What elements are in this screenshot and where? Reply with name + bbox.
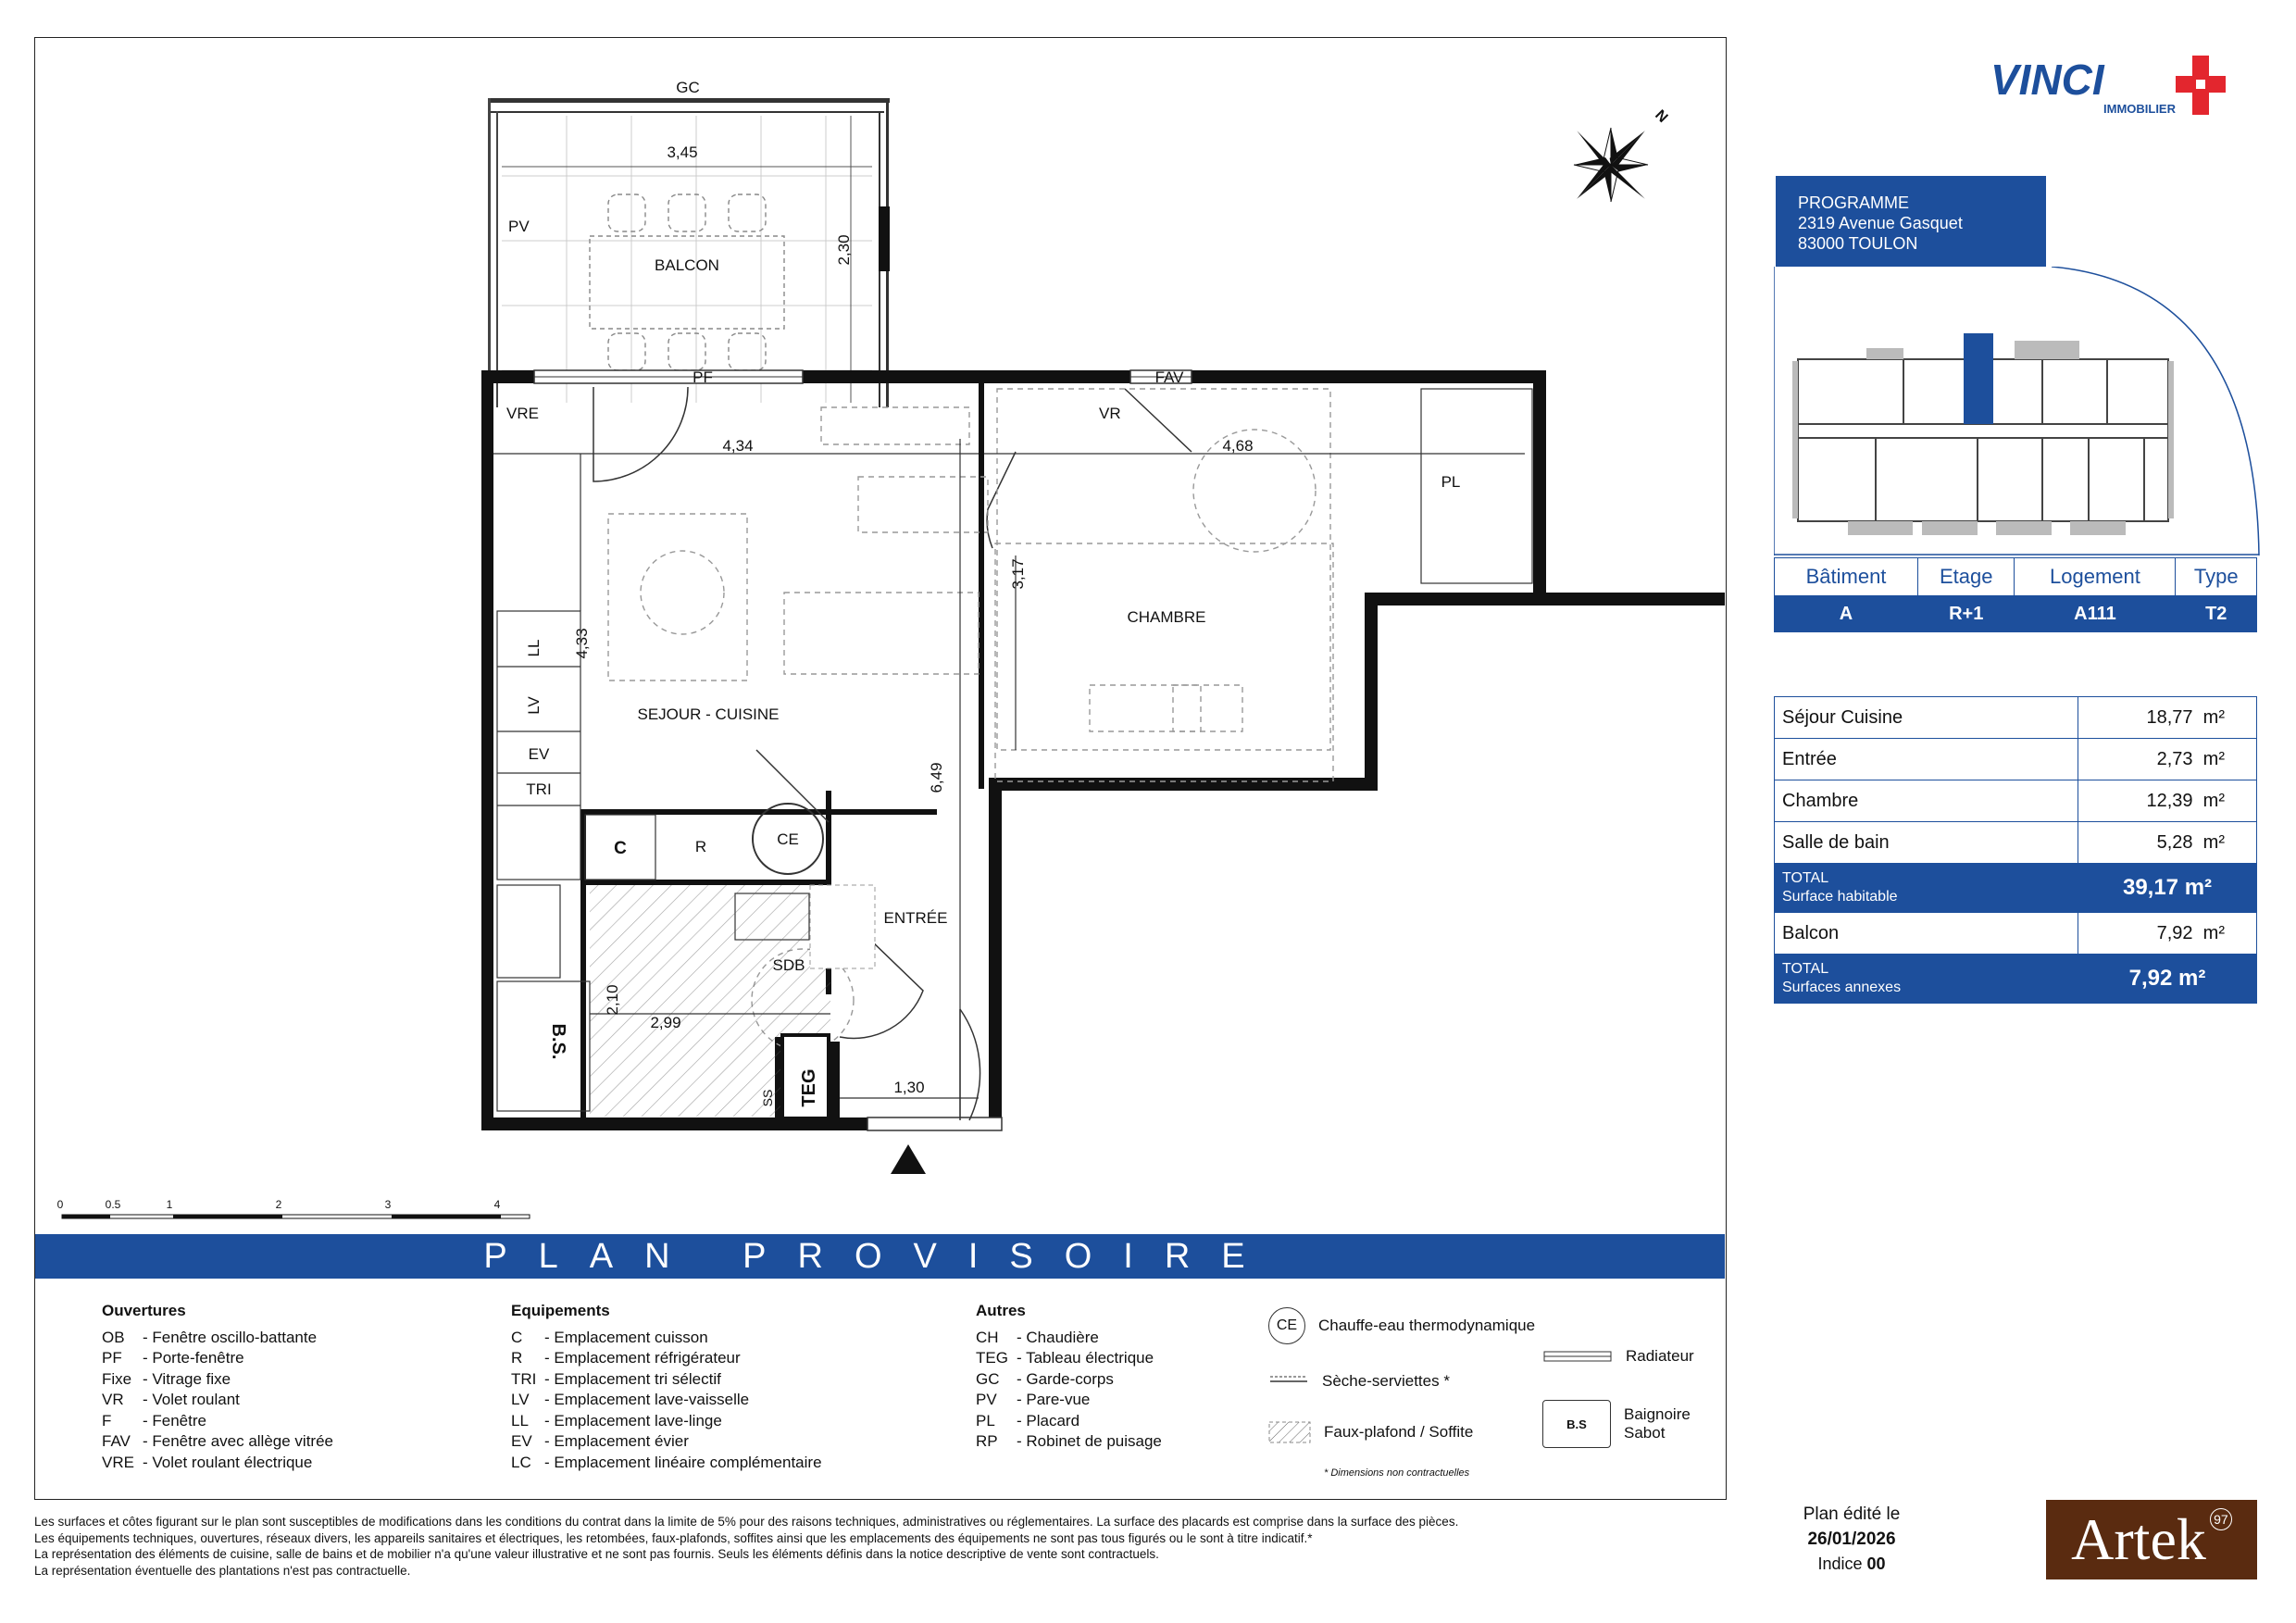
legend-title: Autres xyxy=(976,1302,1026,1319)
dim-433: 4,33 xyxy=(573,628,591,659)
legend-item: FAV - Fenêtre avec allège vitrée xyxy=(102,1432,333,1450)
legend-title: Equipements xyxy=(511,1302,610,1319)
area-row xyxy=(1775,913,2257,955)
info-value: A111 xyxy=(2015,596,2176,632)
footnote-line: La représentation éventuelle des plantations n'est pas contractuelle. xyxy=(34,1563,411,1578)
legend-item: VRE - Volet roulant électrique xyxy=(102,1453,313,1471)
legend-faux-label: Faux-plafond / Soffite xyxy=(1324,1423,1474,1441)
legend-item: LV - Emplacement lave-vaisselle xyxy=(511,1391,750,1408)
room-sejour: SEJOUR - CUISINE xyxy=(637,705,780,723)
legend-item: Fixe - Vitrage fixe xyxy=(102,1369,231,1388)
legend-radiateur xyxy=(1542,1347,1694,1366)
vinci-logo xyxy=(1990,56,2231,134)
total-habitable-value: 39,17 m² xyxy=(2078,864,2257,913)
legend-item: EV - Emplacement évier xyxy=(511,1432,689,1450)
area-value: 18,77 m² xyxy=(2078,697,2257,739)
area-value: 7,92 m² xyxy=(2078,913,2257,955)
floor-plan xyxy=(34,37,1725,1234)
logo-text: VINCI xyxy=(1990,56,2104,104)
programme-box xyxy=(1776,176,2046,267)
label-ev: EV xyxy=(528,745,550,763)
label-ll: LL xyxy=(525,639,543,657)
area-table xyxy=(1774,696,2257,1004)
ce-badge-icon: CE xyxy=(1268,1307,1305,1344)
compass-north-label: N xyxy=(1652,106,1671,127)
legend-item: TEG - Tableau électrique xyxy=(976,1349,1154,1367)
info-table xyxy=(1774,557,2257,632)
info-header: Logement xyxy=(2015,558,2176,596)
dim-649: 6,49 xyxy=(928,762,945,793)
label-pf: PF xyxy=(693,368,713,386)
total-habitable-label: TOTAL Surface habitable xyxy=(1775,864,2078,913)
label-gc: GC xyxy=(676,79,700,96)
legend-item: LL - Emplacement lave-linge xyxy=(511,1411,722,1429)
key-plan xyxy=(1774,267,2261,556)
info-header: Etage xyxy=(1918,558,2015,596)
total-annexes-label: TOTAL Surfaces annexes xyxy=(1775,955,2078,1004)
total-habitable-row xyxy=(1775,864,2257,913)
area-label: Entrée xyxy=(1775,739,2078,780)
label-tri: TRI xyxy=(526,780,552,798)
logo-cross-icon xyxy=(2176,56,2226,115)
area-row xyxy=(1775,822,2257,864)
area-label: Séjour Cuisine xyxy=(1775,697,2078,739)
label-c: C xyxy=(614,839,627,858)
legend-item: LC - Emplacement linéaire complémentaire xyxy=(511,1453,822,1471)
label-ce: CE xyxy=(777,830,799,848)
room-chambre: CHAMBRE xyxy=(1127,608,1206,626)
label-vr: VR xyxy=(1099,405,1121,422)
legend-radiateur-label: Radiateur xyxy=(1626,1347,1694,1365)
area-label: Balcon xyxy=(1775,913,2078,955)
legend-baignoire xyxy=(1542,1400,1691,1448)
scale-tick: 1 xyxy=(166,1198,173,1211)
label-ss: SS xyxy=(760,1089,775,1107)
programme-title: PROGRAMME xyxy=(1798,194,1910,212)
dim-299: 2,99 xyxy=(650,1014,681,1031)
legend-ouvertures xyxy=(102,1301,333,1473)
bathtub-icon: B.S xyxy=(1542,1400,1611,1448)
legend-seche-label: Sèche-serviettes * xyxy=(1322,1372,1450,1390)
programme-address2: 83000 TOULON xyxy=(1798,234,1918,253)
legend-item: CH - Chaudière xyxy=(976,1328,1099,1346)
info-value: R+1 xyxy=(1918,596,2015,632)
indice-value: 00 xyxy=(1866,1554,1886,1573)
scale-tick: 2 xyxy=(275,1198,282,1211)
label-vre: VRE xyxy=(506,405,539,422)
legend-ce-label: Chauffe-eau thermodynamique xyxy=(1318,1317,1536,1334)
area-label: Salle de bain xyxy=(1775,822,2078,864)
logo-subtext: IMMOBILIER xyxy=(2103,102,2176,116)
indice-label: Indice xyxy=(1817,1554,1863,1573)
footnote-line: Les équipements techniques, ouvertures, réseaux divers, les appareils sanitaires et électriques, les retombées, faux-plafonds, soffites ainsi que les emplacements des équipements ne sont pas tous figurés ou le sont à titre indicatif.* xyxy=(34,1530,1313,1545)
info-header: Type xyxy=(2176,558,2257,596)
legend-item: OB - Fenêtre oscillo-battante xyxy=(102,1328,318,1346)
dim-468: 4,68 xyxy=(1222,437,1254,455)
legend-autres xyxy=(976,1301,1162,1453)
label-lv: LV xyxy=(525,696,543,715)
legend-ce xyxy=(1268,1307,1535,1344)
scale-tick: 4 xyxy=(493,1198,501,1211)
dim-230: 2,30 xyxy=(835,234,853,266)
dim-210: 2,10 xyxy=(604,984,621,1016)
footnote xyxy=(34,1514,1682,1579)
label-bs: B.S. xyxy=(548,1023,568,1060)
legend-item: R - Emplacement réfrigérateur xyxy=(511,1349,741,1367)
area-value: 2,73 m² xyxy=(2078,739,2257,780)
radiator-icon xyxy=(1542,1347,1613,1366)
area-row xyxy=(1775,780,2257,822)
towel-rail-icon xyxy=(1268,1375,1309,1388)
artek-badge: 97 xyxy=(2210,1508,2232,1530)
legend-item: VR - Volet roulant xyxy=(102,1391,240,1408)
label-r: R xyxy=(694,838,707,855)
footnote-line: La représentation des éléments de cuisine, salle de bains et de mobilier n'a qu'une valeur illustrative et ne sont pas fournis. Seuls les éléments définis dans la notice descriptive de vente sont contractuels. xyxy=(34,1547,1159,1561)
area-row xyxy=(1775,697,2257,739)
total-annexes-row xyxy=(1775,955,2257,1004)
artek-logo-text: Artek xyxy=(2071,1506,2206,1572)
artek-logo xyxy=(2046,1500,2257,1579)
scale-tick: 0.5 xyxy=(105,1198,121,1211)
scale-tick: 3 xyxy=(384,1198,392,1211)
legend-item: PV - Pare-vue xyxy=(976,1391,1091,1408)
area-label: Chambre xyxy=(1775,780,2078,822)
legend-item: RP - Robinet de puisage xyxy=(976,1432,1162,1450)
legend-item: GC - Garde-corps xyxy=(976,1369,1114,1388)
legend-seche xyxy=(1268,1372,1450,1391)
info-header: Bâtiment xyxy=(1775,558,1918,596)
dim-345: 3,45 xyxy=(667,144,698,161)
legend-faux-plafond xyxy=(1268,1421,1473,1443)
room-entree: ENTRÉE xyxy=(883,909,948,927)
programme-address1: 2319 Avenue Gasquet xyxy=(1798,214,1963,232)
legend-equipements xyxy=(511,1301,822,1473)
room-sdb: SDB xyxy=(772,956,805,974)
dim-317: 3,17 xyxy=(1009,558,1027,590)
edition-block xyxy=(1759,1502,1944,1577)
dim-434: 4,34 xyxy=(722,437,754,455)
hatch-swatch-icon xyxy=(1268,1421,1311,1443)
info-value: A xyxy=(1775,596,1918,632)
legend-item: TRI - Emplacement tri sélectif xyxy=(511,1369,721,1388)
highlighted-unit xyxy=(1964,333,1993,424)
label-pl: PL xyxy=(1441,473,1461,491)
legend-note: * Dimensions non contractuelles xyxy=(1324,1467,1470,1479)
scale-tick: 0 xyxy=(56,1198,64,1211)
plan-provisoire-banner: PLAN PROVISOIRE xyxy=(35,1234,1725,1279)
legend-item: F - Fenêtre xyxy=(102,1411,206,1429)
scale-bar xyxy=(57,1198,530,1218)
legend-title: Ouvertures xyxy=(102,1302,186,1319)
label-pv: PV xyxy=(508,218,530,235)
area-value: 12,39 m² xyxy=(2078,780,2257,822)
legend-item: PL - Placard xyxy=(976,1411,1080,1429)
area-value: 5,28 m² xyxy=(2078,822,2257,864)
footnote-line: Les surfaces et côtes figurant sur le plan sont susceptibles de modifications dans les conditions du contrat dans la limite de 5% pour des raisons techniques, administratives ou réglementaires. La surface des placards est comprise dans la surface des pièces. xyxy=(34,1515,1459,1529)
legend-item: PF - Porte-fenêtre xyxy=(102,1349,244,1367)
legend-item: C - Emplacement cuisson xyxy=(511,1328,708,1346)
legend-baignoire-label: Baignoire Sabot xyxy=(1624,1405,1691,1442)
total-annexes-value: 7,92 m² xyxy=(2078,955,2257,1004)
entrance-arrow-icon xyxy=(891,1144,926,1174)
edition-label: Plan édité le xyxy=(1803,1504,1901,1524)
room-balcon: BALCON xyxy=(655,256,719,274)
info-value: T2 xyxy=(2176,596,2257,632)
dim-130: 1,30 xyxy=(893,1079,925,1096)
edition-date: 26/01/2026 xyxy=(1807,1529,1896,1549)
label-teg: TEG xyxy=(799,1068,819,1107)
label-fav: FAV xyxy=(1154,368,1184,386)
area-row xyxy=(1775,739,2257,780)
